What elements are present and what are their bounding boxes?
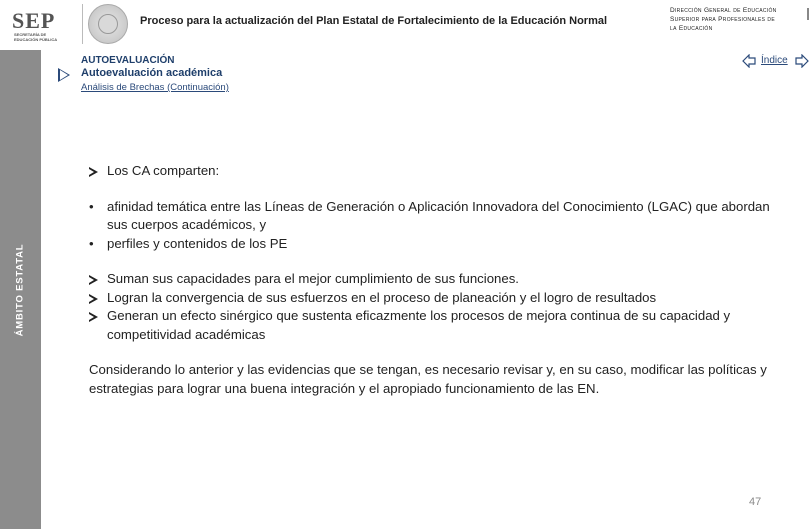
list-item: Logran la convergencia de sus esfuerzos en el proceso de planeación y el logro de resultados (89, 289, 779, 308)
main-content (89, 162, 779, 398)
list-item: • afinidad temática entre las Líneas de Generación o Aplicación Innovadora del Conocimiento (LGAC) que abordan sus cuerpos académicos, y (89, 198, 770, 232)
triangle-right-icon[interactable] (58, 68, 70, 82)
list-item: • perfiles y contenidos de los PE (89, 235, 288, 251)
sidebar-label: ÁMBITO ESTATAL (14, 243, 26, 337)
arrow-left-icon[interactable] (742, 54, 756, 68)
section-link[interactable]: Análisis de Brechas (Continuación) (81, 82, 229, 93)
sep-logo (8, 2, 80, 46)
closing-paragraph: Considerando lo anterior y las evidencias que se tengan, es necesario revisar y, en su caso, modificar las políticas y estrategias para lograr una buena integración y el apropiado funcionamiento de las EN. (89, 362, 767, 396)
department-name (670, 6, 804, 33)
department-line2: Superior para Profesionales de (670, 16, 775, 23)
arrow-right-icon[interactable] (795, 54, 809, 68)
sep-logo-text: SEP (12, 8, 56, 33)
section-title: AUTOEVALUACIÓN (81, 55, 175, 66)
sep-logo-subtitle (14, 32, 57, 42)
department-line3: la Educación (670, 25, 713, 32)
header (0, 0, 812, 50)
sep-subtitle-line1: SECRETARÍA DE (14, 32, 47, 37)
list-item: Generan un efecto sinérgico que sustenta eficazmente los procesos de mejora continua de su capacidad y competitividad académicas (89, 307, 779, 344)
department-line1: Dirección General de Educación (670, 7, 777, 14)
header-title: Proceso para la actualización del Plan Estatal de Fortalecimiento de la Educación Normal (140, 15, 608, 27)
index-link[interactable]: Índice (761, 55, 788, 66)
list-item: Suman sus capacidades para el mejor cumplimiento de sus funciones. (89, 270, 779, 289)
page-number: 47 (749, 496, 762, 508)
section-subtitle: Autoevaluación académica (81, 67, 223, 79)
national-seal-icon (88, 4, 128, 44)
header-edge-mark (807, 8, 809, 20)
sep-subtitle-line2: EDUCACIÓN PÚBLICA (14, 37, 58, 42)
list-item: Los CA comparten: (89, 162, 779, 181)
header-divider (82, 4, 83, 44)
